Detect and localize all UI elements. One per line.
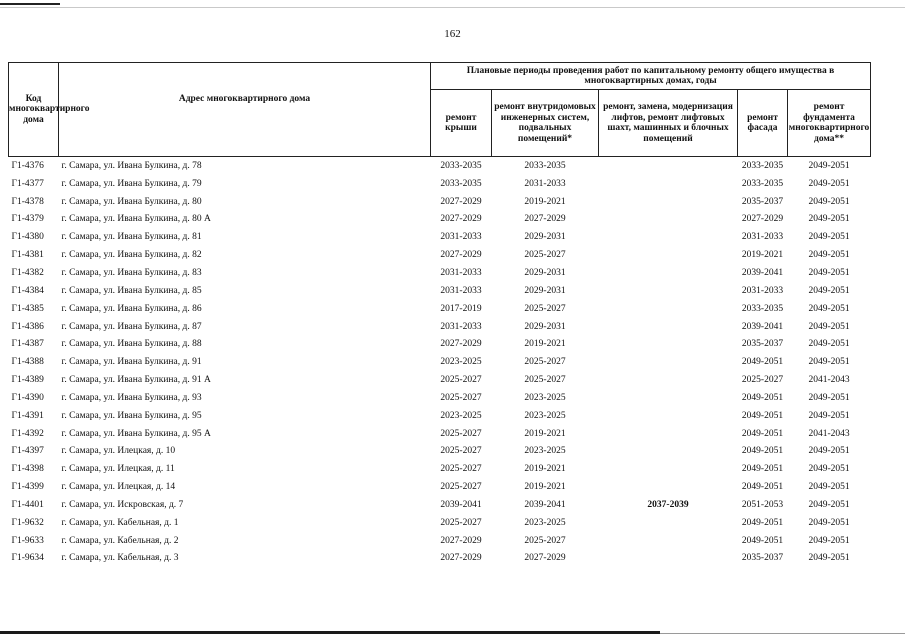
cell-foundation: 2049-2051	[808, 214, 850, 225]
cell-lifts	[599, 193, 738, 211]
cell-facade: 2049-2051	[741, 535, 784, 546]
cell-engineering: 2027-2029	[524, 214, 566, 225]
cell-code: Г1-9633	[11, 535, 44, 546]
cell-engineering: 2025-2027	[524, 303, 566, 314]
cell-lifts	[599, 389, 738, 407]
cell-engineering: 2019-2021	[524, 339, 566, 350]
table-row	[9, 532, 871, 550]
repair-schedule-table	[8, 62, 871, 567]
table-row	[9, 371, 871, 389]
cell-roof: 2027-2029	[440, 214, 482, 225]
cell-foundation: 2049-2051	[808, 464, 850, 475]
cell-engineering: 2025-2027	[524, 535, 566, 546]
cell-facade: 2027-2029	[741, 214, 784, 225]
cell-roof: 2025-2027	[440, 517, 482, 528]
cell-foundation: 2049-2051	[808, 446, 850, 457]
cell-code: Г1-4379	[11, 214, 44, 225]
cell-engineering: 2031-2033	[524, 178, 566, 189]
cell-lifts	[599, 407, 738, 425]
table-row	[9, 425, 871, 443]
table-row	[9, 246, 871, 264]
cell-foundation: 2049-2051	[808, 303, 850, 314]
cell-address: г. Самара, ул. Ивана Булкина, д. 95 А	[61, 428, 211, 439]
cell-foundation: 2049-2051	[808, 232, 850, 243]
table-row	[9, 228, 871, 246]
cell-lifts: 2037-2039	[647, 499, 689, 510]
cell-code: Г1-4380	[11, 232, 44, 243]
cell-foundation: 2049-2051	[808, 178, 850, 189]
cell-lifts	[599, 478, 738, 496]
cell-address: г. Самара, ул. Ивана Булкина, д. 83	[61, 267, 202, 278]
cell-roof: 2031-2033	[440, 321, 482, 332]
table-row	[9, 264, 871, 282]
cell-foundation: 2049-2051	[808, 553, 850, 564]
cell-facade: 2049-2051	[741, 446, 784, 457]
cell-roof: 2025-2027	[440, 482, 482, 493]
cell-roof: 2031-2033	[440, 285, 482, 296]
cell-facade: 2035-2037	[741, 339, 784, 350]
header-code: Код многоквартирного дома	[9, 63, 59, 157]
scan-edge-line	[0, 7, 905, 8]
cell-code: Г1-4386	[11, 321, 44, 332]
cell-code: Г1-4387	[11, 339, 44, 350]
cell-lifts	[599, 425, 738, 443]
cell-engineering: 2019-2021	[524, 428, 566, 439]
table-row	[9, 193, 871, 211]
scan-edge-line-bottom	[0, 631, 660, 634]
cell-address: г. Самара, ул. Кабельная, д. 2	[61, 535, 179, 546]
header-periods-group: Плановые периоды проведения работ по капитальному ремонту общего имущества в многоквартирных домах, годы	[431, 63, 871, 90]
cell-lifts	[599, 443, 738, 461]
cell-roof: 2039-2041	[440, 499, 482, 510]
cell-engineering: 2029-2031	[524, 267, 566, 278]
header-lifts: ремонт, замена, модернизация лифтов, ремонт лифтовых шахт, машинных и блочных помещений	[599, 90, 738, 157]
cell-facade: 2035-2037	[741, 196, 784, 207]
cell-engineering: 2023-2025	[524, 517, 566, 528]
cell-foundation: 2049-2051	[808, 250, 850, 261]
scan-edge-mark	[0, 3, 60, 5]
cell-roof: 2027-2029	[440, 535, 482, 546]
cell-code: Г1-4390	[11, 392, 44, 403]
table-row	[9, 550, 871, 568]
table-row	[9, 157, 871, 175]
cell-foundation: 2041-2043	[808, 375, 850, 386]
cell-foundation: 2049-2051	[808, 285, 850, 296]
cell-address: г. Самара, ул. Кабельная, д. 1	[61, 517, 179, 528]
cell-lifts	[599, 371, 738, 389]
cell-facade: 2049-2051	[741, 464, 784, 475]
table-row	[9, 443, 871, 461]
cell-facade: 2049-2051	[741, 428, 784, 439]
cell-foundation: 2049-2051	[808, 196, 850, 207]
cell-engineering: 2023-2025	[524, 392, 566, 403]
cell-address: г. Самара, ул. Ивана Булкина, д. 85	[61, 285, 202, 296]
table-row	[9, 282, 871, 300]
cell-roof: 2025-2027	[440, 464, 482, 475]
cell-facade: 2019-2021	[741, 250, 784, 261]
cell-foundation: 2041-2043	[808, 428, 850, 439]
cell-address: г. Самара, ул. Ивана Булкина, д. 93	[61, 392, 202, 403]
header-foundation: ремонт фундамента многоквартирного дома**	[788, 90, 871, 157]
cell-address: г. Самара, ул. Ивана Булкина, д. 88	[61, 339, 202, 350]
table-row	[9, 175, 871, 193]
cell-roof: 2027-2029	[440, 339, 482, 350]
cell-facade: 2049-2051	[741, 410, 784, 421]
cell-lifts	[599, 318, 738, 336]
cell-foundation: 2049-2051	[808, 517, 850, 528]
cell-roof: 2025-2027	[440, 392, 482, 403]
cell-lifts	[599, 211, 738, 229]
cell-engineering: 2039-2041	[524, 499, 566, 510]
page-number: 162	[444, 28, 461, 40]
cell-facade: 2049-2051	[741, 357, 784, 368]
cell-facade: 2025-2027	[741, 375, 784, 386]
cell-lifts	[599, 353, 738, 371]
cell-address: г. Самара, ул. Ивана Булкина, д. 81	[61, 232, 202, 243]
cell-lifts	[599, 514, 738, 532]
cell-engineering: 2033-2035	[524, 160, 566, 171]
cell-engineering: 2025-2027	[524, 375, 566, 386]
cell-roof: 2033-2035	[440, 160, 482, 171]
cell-address: г. Самара, ул. Кабельная, д. 3	[61, 553, 179, 564]
cell-address: г. Самара, ул. Ивана Булкина, д. 80	[61, 196, 202, 207]
cell-foundation: 2049-2051	[808, 392, 850, 403]
cell-foundation: 2049-2051	[808, 410, 850, 421]
cell-code: Г1-4384	[11, 285, 44, 296]
cell-foundation: 2049-2051	[808, 267, 850, 278]
cell-facade: 2031-2033	[741, 285, 784, 296]
cell-roof: 2027-2029	[440, 196, 482, 207]
cell-address: г. Самара, ул. Ивана Булкина, д. 82	[61, 250, 202, 261]
table-row	[9, 335, 871, 353]
cell-roof: 2033-2035	[440, 178, 482, 189]
cell-code: Г1-4376	[11, 160, 44, 171]
cell-code: Г1-4398	[11, 464, 44, 475]
cell-address: г. Самара, ул. Ивана Булкина, д. 78	[61, 160, 202, 171]
table-row	[9, 407, 871, 425]
cell-address: г. Самара, ул. Искровская, д. 7	[61, 499, 184, 510]
cell-facade: 2051-2053	[741, 499, 784, 510]
cell-code: Г1-4388	[11, 357, 44, 368]
cell-address: г. Самара, ул. Ивана Булкина, д. 86	[61, 303, 202, 314]
cell-address: г. Самара, ул. Илецкая, д. 11	[61, 464, 175, 475]
cell-facade: 2039-2041	[741, 267, 784, 278]
cell-roof: 2027-2029	[440, 250, 482, 261]
table-row	[9, 389, 871, 407]
cell-code: Г1-4391	[11, 410, 44, 421]
cell-roof: 2025-2027	[440, 428, 482, 439]
cell-lifts	[599, 460, 738, 478]
table-row	[9, 496, 871, 514]
cell-code: Г1-4378	[11, 196, 44, 207]
cell-facade: 2031-2033	[741, 232, 784, 243]
cell-roof: 2027-2029	[440, 553, 482, 564]
cell-engineering: 2029-2031	[524, 285, 566, 296]
header-address: Адрес многоквартирного дома	[59, 63, 431, 157]
cell-address: г. Самара, ул. Ивана Булкина, д. 87	[61, 321, 202, 332]
header-engineering: ремонт внутридомовых инженерных систем, подвальных помещений*	[492, 90, 599, 157]
cell-roof: 2031-2033	[440, 232, 482, 243]
cell-foundation: 2049-2051	[808, 535, 850, 546]
cell-engineering: 2023-2025	[524, 410, 566, 421]
cell-engineering: 2029-2031	[524, 321, 566, 332]
cell-lifts	[599, 300, 738, 318]
cell-engineering: 2019-2021	[524, 196, 566, 207]
header-facade: ремонт фасада	[738, 90, 788, 157]
cell-address: г. Самара, ул. Ивана Булкина, д. 79	[61, 178, 202, 189]
table-row	[9, 300, 871, 318]
cell-engineering: 2025-2027	[524, 250, 566, 261]
cell-code: Г1-4381	[11, 250, 44, 261]
cell-lifts	[599, 175, 738, 193]
cell-roof: 2017-2019	[440, 303, 482, 314]
cell-code: Г1-4377	[11, 178, 44, 189]
cell-code: Г1-4401	[11, 499, 44, 510]
cell-lifts	[599, 550, 738, 568]
cell-facade: 2049-2051	[741, 392, 784, 403]
cell-engineering: 2029-2031	[524, 232, 566, 243]
cell-roof: 2023-2025	[440, 410, 482, 421]
cell-lifts	[599, 282, 738, 300]
cell-code: Г1-9632	[11, 517, 44, 528]
cell-foundation: 2049-2051	[808, 321, 850, 332]
cell-engineering: 2027-2029	[524, 553, 566, 564]
cell-address: г. Самара, ул. Ивана Булкина, д. 80 А	[61, 214, 211, 225]
cell-engineering: 2025-2027	[524, 357, 566, 368]
cell-roof: 2025-2027	[440, 375, 482, 386]
cell-engineering: 2023-2025	[524, 446, 566, 457]
cell-address: г. Самара, ул. Ивана Булкина, д. 95	[61, 410, 202, 421]
cell-address: г. Самара, ул. Ивана Булкина, д. 91	[61, 357, 202, 368]
table-row	[9, 353, 871, 371]
cell-roof: 2031-2033	[440, 267, 482, 278]
cell-address: г. Самара, ул. Ивана Булкина, д. 91 А	[61, 375, 211, 386]
cell-facade: 2033-2035	[741, 303, 784, 314]
cell-address: г. Самара, ул. Илецкая, д. 14	[61, 482, 176, 493]
cell-foundation: 2049-2051	[808, 160, 850, 171]
cell-facade: 2035-2037	[741, 553, 784, 564]
cell-facade: 2033-2035	[741, 160, 784, 171]
cell-code: Г1-4389	[11, 375, 44, 386]
cell-roof: 2025-2027	[440, 446, 482, 457]
cell-facade: 2049-2051	[741, 517, 784, 528]
cell-lifts	[599, 228, 738, 246]
cell-foundation: 2049-2051	[808, 339, 850, 350]
cell-foundation: 2049-2051	[808, 499, 850, 510]
cell-engineering: 2019-2021	[524, 464, 566, 475]
table-row	[9, 514, 871, 532]
cell-engineering: 2019-2021	[524, 482, 566, 493]
cell-code: Г1-4385	[11, 303, 44, 314]
cell-lifts	[599, 157, 738, 175]
table-body	[9, 157, 871, 568]
cell-lifts	[599, 335, 738, 353]
cell-code: Г1-9634	[11, 553, 44, 564]
cell-foundation: 2049-2051	[808, 357, 850, 368]
cell-lifts	[599, 246, 738, 264]
cell-facade: 2033-2035	[741, 178, 784, 189]
cell-lifts	[599, 532, 738, 550]
cell-code: Г1-4382	[11, 267, 44, 278]
cell-roof: 2023-2025	[440, 357, 482, 368]
scan-edge-line-bottom-thin	[660, 633, 905, 634]
cell-facade: 2049-2051	[741, 482, 784, 493]
table-row	[9, 460, 871, 478]
table-row	[9, 211, 871, 229]
cell-code: Г1-4399	[11, 482, 44, 493]
cell-address: г. Самара, ул. Илецкая, д. 10	[61, 446, 176, 457]
cell-code: Г1-4397	[11, 446, 44, 457]
cell-code: Г1-4392	[11, 428, 44, 439]
cell-foundation: 2049-2051	[808, 482, 850, 493]
table-row	[9, 318, 871, 336]
table-row	[9, 478, 871, 496]
cell-facade: 2039-2041	[741, 321, 784, 332]
cell-lifts	[599, 264, 738, 282]
header-roof: ремонт крыши	[431, 90, 492, 157]
